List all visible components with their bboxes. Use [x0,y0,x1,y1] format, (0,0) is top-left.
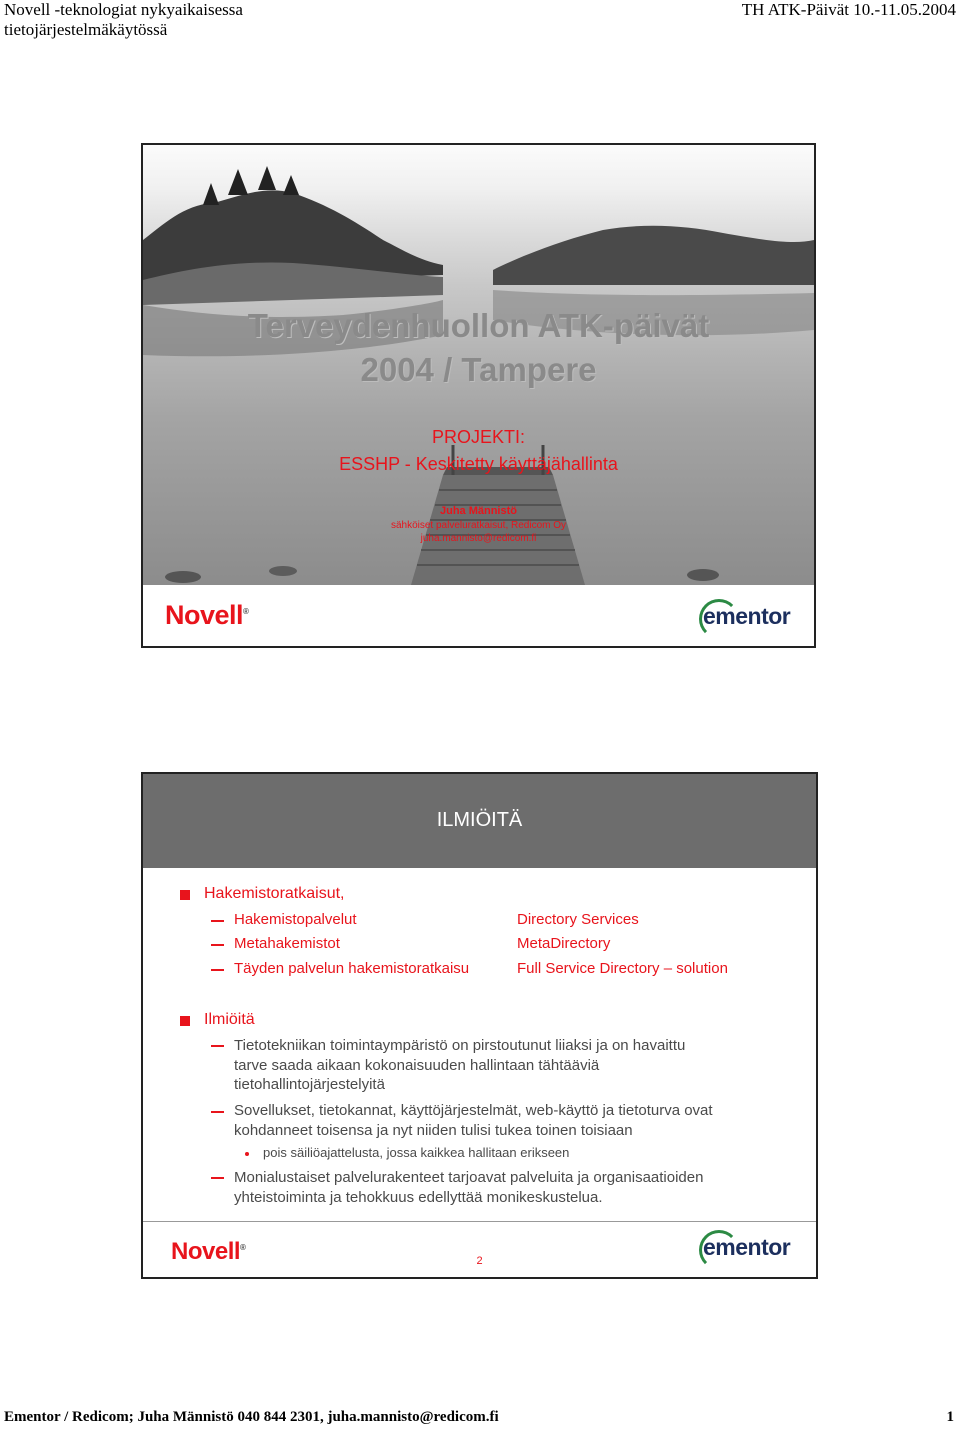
ementor-logo: ementor [703,1234,791,1260]
row-2-english: MetaDirectory [517,935,611,952]
dash-bullet-icon [211,1111,224,1113]
presenter-name: Juha Männistö [439,505,517,517]
footer-page-number: 1 [946,1409,954,1425]
sub-item: pois säiliöajattelusta, jossa kaikkea hallitaan erikseen [263,1145,570,1160]
presenter-email: juha.mannisto@redicom.fi [420,533,537,544]
slide-page-number: 2 [476,1255,483,1267]
row-1-finnish: Hakemistopalvelut [234,911,357,928]
dot-bullet-icon [245,1152,249,1156]
item-1-line-3: tietohallintojärjestelyitä [234,1076,385,1093]
project-name: ESSHP - Keskitetty käyttäjähallinta [339,454,618,474]
item-2-line-2: kohdanneet toisensa ja nyt niiden tulisi tukea toinen toisiaan [234,1121,633,1139]
item-3-line-1: Monialustaiset palvelurakenteet tarjoavat palveluita ja organisaatioiden [234,1169,704,1186]
square-bullet-icon [180,890,190,900]
project-label: PROJEKTI: [431,427,525,447]
row-1-english: Directory Services [517,911,639,928]
item-3 [234,1168,703,1207]
lake-pier-photo [143,145,814,585]
slide1-title-line2: 2004 / Tampere [360,351,597,388]
novell-logo: Novell® [171,1238,246,1265]
item-1 [234,1036,685,1095]
page-header-right: TH ATK-Päivät 10.-11.05.2004 [741,0,956,19]
dash-bullet-icon [211,944,224,946]
slide2-title: ILMIÖITÄ [436,809,523,831]
row-2-finnish: Metahakemistot [234,935,340,952]
dash-bullet-icon [211,969,224,971]
slide1-title-line1: Terveydenhuollon ATK-päivät [247,307,710,344]
slide-1 [141,143,816,648]
item-2-line-1: Sovellukset, tietokannat, käyttöjärjestelmät, web-käyttö ja tietoturva ovat [234,1102,713,1119]
slide1-logo-bar [143,585,814,646]
section-heading-phenomena: Ilmiöitä [204,1011,255,1028]
item-3-line-2: yhteistoiminta ja tehokkuus edellyttää monikeskustelua. [234,1188,603,1206]
row-3-finnish: Täyden palvelun hakemistoratkaisu [234,960,470,977]
square-bullet-icon [180,1016,190,1026]
novell-logo-text: Novell [171,1238,241,1265]
header-line-1: Novell -teknologiat nykyaikaisessa [4,0,243,19]
novell-logo-text: Novell [165,600,244,630]
dash-bullet-icon [211,920,224,922]
page-header-left [4,0,243,40]
item-1-line-1: Tietotekniikan toimintaympäristö on pirstoutunut liiaksi ja on havaittu [234,1037,686,1054]
item-2 [234,1101,713,1140]
dash-bullet-icon [211,1045,224,1047]
slide2-footer-divider [143,1221,816,1222]
presenter-role: sähköiset palveluratkaisut, Redicom Oy [390,520,567,531]
dash-bullet-icon [211,1177,224,1179]
header-line-2: tietojärjestelmäkäytössä [4,20,168,39]
row-3-english: Full Service Directory – solution [517,960,728,977]
page-footer [4,1409,954,1426]
footer-contact: Ementor / Redicom; Juha Männistö 040 844 2301, juha.mannisto@redicom.fi [4,1409,499,1425]
novell-logo: Novell® [165,600,249,630]
section-heading-directory: Hakemistoratkaisut, [204,885,345,902]
slide2-title-bar [143,774,816,868]
slide-2 [141,772,818,1279]
ementor-logo: ementor [703,603,791,629]
item-1-line-2: tarve saada aikaan kokonaisuuden hallintaan tähtääviä [234,1056,600,1074]
